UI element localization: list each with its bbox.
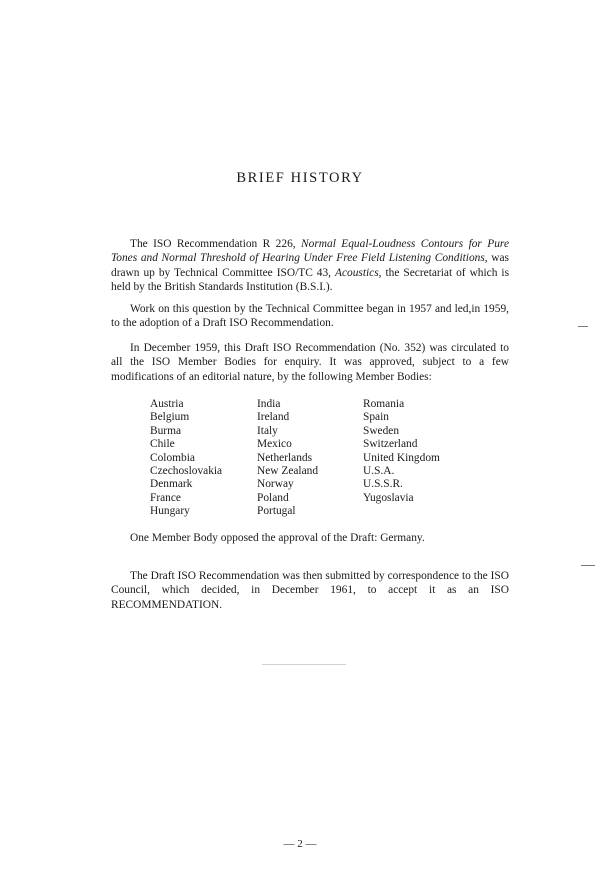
member-body-item: Austria (150, 398, 184, 410)
committee-name: Acoustics (335, 266, 379, 279)
member-body-item: Ireland (257, 411, 290, 424)
history-paragraph-origin (111, 237, 509, 295)
member-body-item: Switzerland (363, 438, 418, 451)
scan-mark (581, 565, 595, 566)
member-body-item: Chile (150, 438, 175, 451)
history-paragraph-work: Work on this question by the Technical Committee began in 1957 and led,in 1959, to the adoption of a Draft ISO Recommendation. (111, 303, 509, 330)
member-body-item: Belgium (150, 411, 190, 424)
page-number: — 2 — (283, 838, 317, 850)
origin-text-1: The ISO Recommendation R 226, (130, 238, 302, 250)
origin-text-3: , the Secretariat of which is held by the British Standards Institution (B.S.I.). (111, 266, 509, 294)
member-body-item: Norway (257, 478, 294, 491)
member-bodies-column-3 (363, 398, 473, 505)
member-bodies-column-1 (150, 398, 260, 519)
member-body-item: New Zealand (257, 465, 319, 478)
member-body-item: Romania (363, 398, 405, 410)
page-title: BRIEF HISTORY (236, 170, 364, 186)
scan-mark (578, 326, 588, 327)
member-body-item: India (257, 398, 281, 410)
member-body-item: Netherlands (257, 451, 313, 464)
history-paragraph-opposition: One Member Body opposed the approval of the Draft: Germany. (130, 532, 425, 544)
member-body-item: United Kingdom (363, 451, 440, 464)
member-body-item: Hungary (150, 505, 190, 518)
member-body-item: Spain (363, 411, 389, 424)
history-paragraph-acceptance: The Draft ISO Recommendation was then submitted by correspondence to the ISO Council, which decided, in December 1961, to accept it as an ISO RECOMMENDATION. (111, 570, 509, 611)
member-body-item: Burma (150, 424, 182, 437)
member-body-item: Mexico (257, 438, 292, 451)
member-body-item: Italy (257, 424, 278, 437)
member-body-item: U.S.S.R. (363, 478, 403, 491)
member-body-item: Yugoslavia (363, 491, 414, 504)
member-body-item: Czechoslovakia (150, 465, 223, 478)
member-body-item: France (150, 491, 181, 504)
member-body-item: Portugal (257, 505, 296, 518)
scan-mark (262, 664, 346, 665)
member-body-item: Denmark (150, 478, 193, 491)
member-bodies-column-2 (257, 398, 367, 519)
member-body-item: Sweden (363, 424, 400, 437)
member-body-item: U.S.A. (363, 465, 395, 478)
member-body-item: Colombia (150, 451, 195, 464)
origin-text-2: , was drawn up by Technical Committee ISO/TC 43, (111, 252, 509, 279)
member-body-item: Poland (257, 491, 289, 504)
recommendation-title: Normal Equal-Loudness Contours for Pure Tones and Normal Threshold of Hearing Under Free Field Listening Conditions (111, 238, 509, 265)
history-paragraph-enquiry: In December 1959, this Draft ISO Recommendation (No. 352) was circulated to all the ISO Member Bodies for enquiry. It was approved, subject to a few modifications of an editorial nature, by the following Member Bodies: (111, 342, 509, 383)
